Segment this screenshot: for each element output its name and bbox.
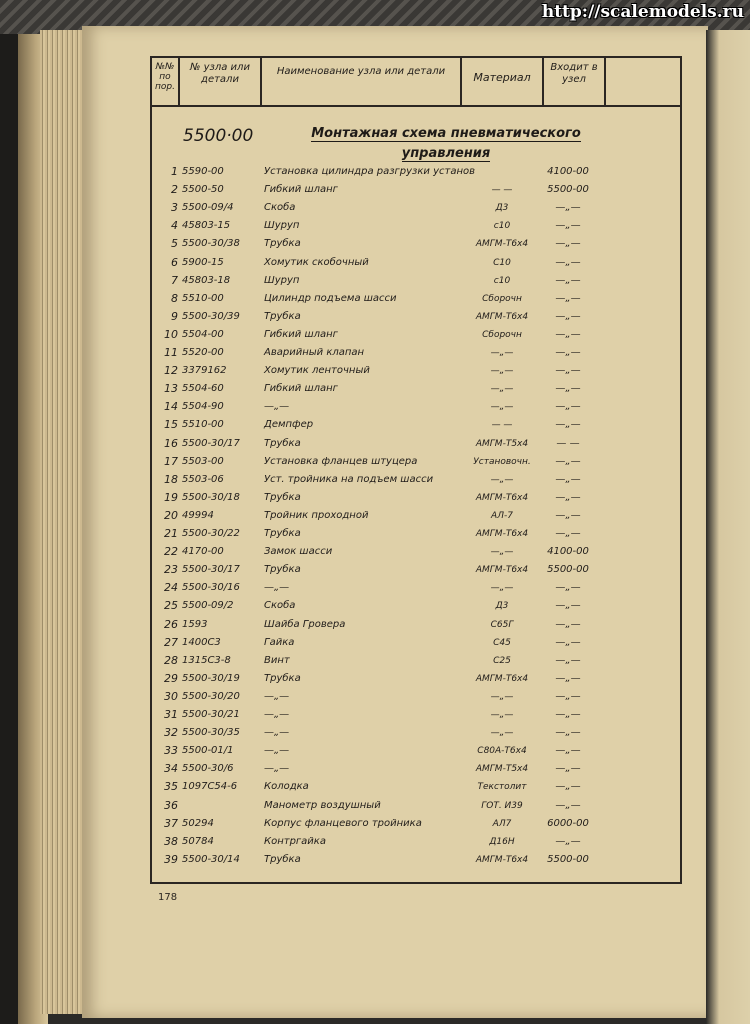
row-number: 10 — [164, 327, 178, 341]
part-name: Скоба — [264, 202, 296, 214]
part-name: —„— — [264, 690, 290, 702]
part-name: Тройник проходной — [264, 509, 369, 521]
assembly-code: 5500·00 — [183, 126, 254, 146]
part-assembly: —„— — [555, 401, 581, 413]
header-node: № узла или детали — [180, 58, 262, 105]
table-row — [152, 381, 680, 398]
part-assembly: —„— — [555, 365, 581, 377]
part-assembly: 5500-00 — [547, 853, 589, 865]
part-material: АЛ7 — [492, 818, 512, 829]
part-assembly: —„— — [555, 328, 581, 340]
part-material: АМГМ-T6x4 — [475, 673, 529, 684]
part-material: Д16Н — [489, 836, 515, 847]
part-name: Манометр воздушный — [264, 799, 381, 811]
row-number: 27 — [164, 635, 178, 649]
part-code: 5504-60 — [182, 383, 224, 395]
part-assembly: —„— — [555, 256, 581, 268]
part-name: Установка фланцев штуцера — [264, 455, 418, 467]
part-assembly: —„— — [555, 618, 581, 630]
part-name: Корпус фланцевого тройника — [264, 817, 422, 829]
header-extra — [606, 58, 680, 105]
row-number: 21 — [164, 527, 178, 540]
part-code: 49994 — [182, 509, 214, 521]
part-assembly: —„— — [555, 745, 581, 757]
table-row — [152, 291, 680, 308]
row-number: 2 — [171, 183, 178, 197]
part-name: —„— — [264, 745, 290, 757]
part-name: —„— — [264, 582, 290, 594]
part-name: Трубка — [264, 238, 301, 250]
part-name: Уст. тройника на подъем шасси — [264, 473, 434, 485]
part-name: Шуруп — [264, 274, 300, 286]
part-assembly: —„— — [555, 347, 581, 358]
part-name: Скоба — [264, 600, 296, 612]
part-assembly: —„— — [555, 473, 581, 485]
part-name: —„— — [264, 709, 290, 720]
row-number: 32 — [164, 726, 178, 740]
row-number: 12 — [164, 364, 178, 378]
part-code: 5500-30/6 — [182, 763, 234, 775]
part-code: 5500-30/20 — [182, 690, 240, 702]
part-material: — — — [491, 420, 513, 431]
table-row — [152, 617, 680, 634]
part-material: Сборочн — [482, 329, 522, 340]
row-number: 4 — [171, 219, 178, 233]
part-name: Винт — [264, 654, 290, 666]
part-name: Гибкий шланг — [264, 383, 338, 395]
table-row — [152, 707, 680, 724]
row-number: 36 — [164, 798, 178, 812]
table-row — [152, 671, 680, 688]
part-material: С25 — [493, 655, 511, 666]
part-material: АМГМ-T6x4 — [475, 239, 529, 250]
part-assembly: —„— — [555, 202, 581, 214]
part-name: Цилиндр подъема шасси — [264, 292, 397, 304]
table-row — [152, 562, 680, 579]
part-material: АЛ-7 — [491, 510, 513, 521]
part-material: Сборочн — [482, 293, 522, 304]
table-row — [152, 345, 680, 362]
part-code: 4170-00 — [182, 546, 224, 558]
row-number: 16 — [164, 436, 178, 450]
part-material: АМГМ-T6x4 — [475, 854, 529, 865]
part-code: 1593 — [182, 618, 208, 630]
part-name: Шуруп — [264, 220, 300, 232]
part-code: 5504-00 — [182, 328, 224, 340]
part-assembly: —„— — [555, 455, 581, 467]
header-material: Материал — [462, 58, 544, 105]
part-name: Замок шасси — [264, 546, 333, 558]
table-row — [152, 164, 680, 181]
part-assembly: —„— — [555, 509, 581, 521]
part-assembly: —„— — [555, 781, 581, 793]
row-number: 37 — [164, 816, 178, 830]
page-edges — [40, 30, 88, 1014]
row-number: 28 — [164, 653, 178, 667]
part-material: ГОТ. И39 — [481, 800, 523, 811]
part-material: АМГМ-T6x4 — [475, 565, 529, 576]
part-assembly: —„— — [555, 709, 581, 720]
part-material: —„— — [490, 474, 514, 485]
part-code: 5500-30/21 — [182, 709, 240, 720]
part-code: 5500-30/39 — [182, 310, 240, 322]
row-number: 31 — [164, 708, 178, 721]
table-row — [152, 816, 680, 833]
part-assembly: —„— — [555, 636, 581, 648]
part-material: Установочн. — [473, 456, 531, 467]
row-number: 29 — [164, 671, 178, 685]
table-row — [152, 218, 680, 235]
row-number: 25 — [164, 599, 178, 613]
header-number: №№ по пор. — [152, 58, 180, 105]
part-material: АМГМ-T6x4 — [475, 492, 529, 503]
part-name: Гибкий шланг — [264, 184, 338, 196]
row-number: 34 — [164, 762, 178, 776]
table-row — [152, 635, 680, 652]
part-code: 5500-30/35 — [182, 727, 240, 739]
part-code: 1315С3-8 — [182, 654, 231, 666]
part-code: 5900-15 — [182, 256, 224, 268]
part-code: 5500-50 — [182, 184, 224, 196]
part-material: —„— — [490, 728, 514, 739]
row-number: 5 — [171, 237, 178, 251]
part-code: 5503-06 — [182, 473, 224, 485]
table-row — [152, 200, 680, 217]
part-material: Д3 — [495, 203, 509, 214]
row-number: 3 — [171, 201, 178, 215]
part-name: —„— — [264, 401, 290, 413]
row-number: 39 — [164, 852, 178, 866]
part-material: АМГМ-T6x4 — [475, 311, 529, 322]
table-row — [152, 653, 680, 670]
facing-page-edge — [706, 30, 750, 1024]
part-material: С45 — [493, 637, 511, 648]
part-code: 5500-09/2 — [182, 600, 234, 612]
part-name: Трубка — [264, 564, 301, 576]
part-assembly: —„— — [555, 220, 581, 232]
part-name: Контргайка — [264, 835, 326, 847]
part-code: 45803-15 — [182, 220, 231, 232]
part-name: Колодка — [264, 781, 309, 793]
table-row — [152, 472, 680, 489]
part-code: 5590-00 — [182, 166, 224, 177]
row-number: 8 — [171, 291, 178, 305]
part-code: 1400С3 — [182, 636, 221, 648]
part-code: 5500-30/22 — [182, 528, 240, 539]
part-name: —„— — [264, 763, 290, 775]
part-material: —„— — [490, 402, 514, 413]
table-row — [152, 725, 680, 742]
table-row — [152, 236, 680, 253]
part-code: 50294 — [182, 817, 214, 829]
row-number: 38 — [164, 834, 178, 848]
part-code: 5500-30/19 — [182, 672, 240, 684]
part-name: Хомутик скобочный — [264, 256, 369, 268]
part-assembly: —„— — [555, 528, 581, 539]
table-row — [152, 490, 680, 507]
row-number: 13 — [164, 382, 178, 396]
part-material: — — — [491, 185, 513, 196]
table-header — [152, 58, 680, 107]
row-number: 19 — [164, 490, 178, 504]
part-code: 45803-18 — [182, 274, 231, 286]
table-row — [152, 798, 680, 815]
part-material: —„— — [490, 384, 514, 395]
table-row — [152, 779, 680, 796]
row-number: 17 — [164, 454, 178, 468]
part-code: 50784 — [182, 835, 214, 847]
row-number: 15 — [164, 418, 178, 432]
table-row — [152, 852, 680, 869]
part-material: —„— — [490, 710, 514, 720]
part-code: 5503-00 — [182, 455, 224, 467]
part-code: 5510-00 — [182, 292, 224, 304]
part-assembly: —„— — [555, 582, 581, 594]
table-row — [152, 273, 680, 290]
part-name: Установка цилиндра разгрузки установ — [264, 166, 476, 177]
part-assembly: —„— — [555, 383, 581, 395]
part-code: 5500-30/14 — [182, 853, 240, 865]
part-name: Трубка — [264, 310, 301, 322]
part-name: Трубка — [264, 528, 301, 539]
row-number: 26 — [164, 617, 178, 631]
part-assembly: —„— — [555, 600, 581, 612]
part-material: АМГМ-T6x4 — [475, 529, 529, 539]
row-number: 23 — [164, 563, 178, 577]
assembly-title-text: Монтажная схема пневматического управления — [311, 126, 581, 161]
table-row — [152, 834, 680, 851]
header-part-of: Входит в узел — [544, 58, 606, 105]
row-number: 7 — [171, 273, 178, 287]
part-name: Аварийный клапан — [264, 347, 365, 358]
part-assembly: —„— — [555, 310, 581, 322]
part-assembly: —„— — [555, 835, 581, 847]
part-code: 5500-30/18 — [182, 491, 240, 503]
table-row — [152, 526, 680, 543]
row-number: 30 — [164, 689, 178, 703]
table-row — [152, 454, 680, 471]
row-number: 14 — [164, 400, 178, 414]
part-material: АМГМ-T5x4 — [475, 438, 529, 449]
part-name: Хомутик ленточный — [264, 365, 370, 377]
part-material: —„— — [490, 691, 514, 702]
part-assembly: —„— — [555, 491, 581, 503]
table-row — [152, 508, 680, 525]
table-row — [152, 598, 680, 615]
part-name: Трубка — [264, 491, 301, 503]
part-assembly: —„— — [555, 727, 581, 739]
part-assembly: —„— — [555, 292, 581, 304]
part-material: Д3 — [495, 601, 509, 612]
part-name: Гайка — [264, 636, 295, 648]
part-code: 5500-30/38 — [182, 238, 240, 250]
part-material: —„— — [490, 366, 514, 377]
part-assembly: 4100-00 — [547, 166, 589, 177]
table-row — [152, 689, 680, 706]
page-number: 178 — [158, 892, 178, 903]
table-row — [152, 182, 680, 199]
part-assembly: 5500-00 — [547, 564, 589, 576]
part-material: с10 — [493, 275, 511, 286]
part-code: 5500-01/1 — [182, 745, 234, 757]
part-name: Трубка — [264, 437, 301, 449]
part-assembly: —„— — [555, 654, 581, 666]
part-material: С80А-T6x4 — [477, 746, 527, 757]
table-row — [152, 544, 680, 561]
row-number: 33 — [164, 744, 178, 758]
row-number: 35 — [164, 780, 178, 794]
part-assembly: —„— — [555, 274, 581, 286]
part-name: —„— — [264, 727, 290, 739]
part-assembly: —„— — [555, 799, 581, 811]
part-assembly: 5500-00 — [547, 184, 589, 196]
part-assembly: —„— — [555, 238, 581, 250]
part-assembly: —„— — [555, 419, 581, 431]
part-material: —„— — [490, 583, 514, 594]
table-row — [152, 417, 680, 434]
part-assembly: — — — [556, 437, 580, 449]
part-material: АМГМ-T5x4 — [475, 764, 529, 775]
part-material: —„— — [490, 348, 514, 358]
part-material: с10 — [493, 221, 511, 232]
table-row — [152, 327, 680, 344]
header-name: Наименование узла или детали — [262, 58, 462, 105]
part-assembly: —„— — [555, 763, 581, 775]
part-assembly: 4100-00 — [547, 546, 589, 558]
part-code: 5510-00 — [182, 419, 224, 431]
row-number: 11 — [164, 346, 178, 359]
row-number: 6 — [171, 255, 178, 269]
part-assembly: 6000-00 — [547, 817, 589, 829]
watermark-url: http://scalemodels.ru — [541, 2, 744, 22]
row-number: 1 — [171, 165, 178, 178]
part-name: Трубка — [264, 672, 301, 684]
part-code: 5500-30/16 — [182, 582, 240, 594]
part-name: Шайба Гровера — [264, 618, 346, 630]
table-row — [152, 436, 680, 453]
table-row — [152, 309, 680, 326]
row-number: 18 — [164, 472, 178, 486]
part-code: 5500-09/4 — [182, 202, 234, 214]
table-row — [152, 743, 680, 760]
table-row — [152, 363, 680, 380]
part-code: 5504-90 — [182, 401, 224, 413]
row-number: 22 — [164, 545, 178, 559]
table-row — [152, 399, 680, 416]
part-assembly: —„— — [555, 672, 581, 684]
part-material: Текстолит — [477, 782, 527, 793]
part-material: С65Г — [490, 619, 514, 630]
assembly-title — [281, 124, 611, 164]
row-number: 9 — [171, 309, 178, 323]
part-material: —„— — [490, 547, 514, 558]
part-code: 1097С54-6 — [182, 781, 238, 793]
table-row — [152, 761, 680, 778]
row-number: 24 — [164, 581, 178, 595]
part-code: 5500-30/17 — [182, 437, 240, 449]
part-assembly: —„— — [555, 690, 581, 702]
part-name: Трубка — [264, 853, 301, 865]
table-row — [152, 580, 680, 597]
part-code: 3379162 — [182, 365, 227, 377]
part-code: 5520-00 — [182, 347, 224, 358]
table-row — [152, 255, 680, 272]
part-name: Гибкий шланг — [264, 328, 338, 340]
row-number: 20 — [164, 508, 178, 522]
parts-table — [150, 56, 682, 884]
part-code: 5500-30/17 — [182, 564, 240, 576]
part-material: С10 — [493, 257, 511, 268]
part-name: Демпфер — [264, 419, 314, 431]
